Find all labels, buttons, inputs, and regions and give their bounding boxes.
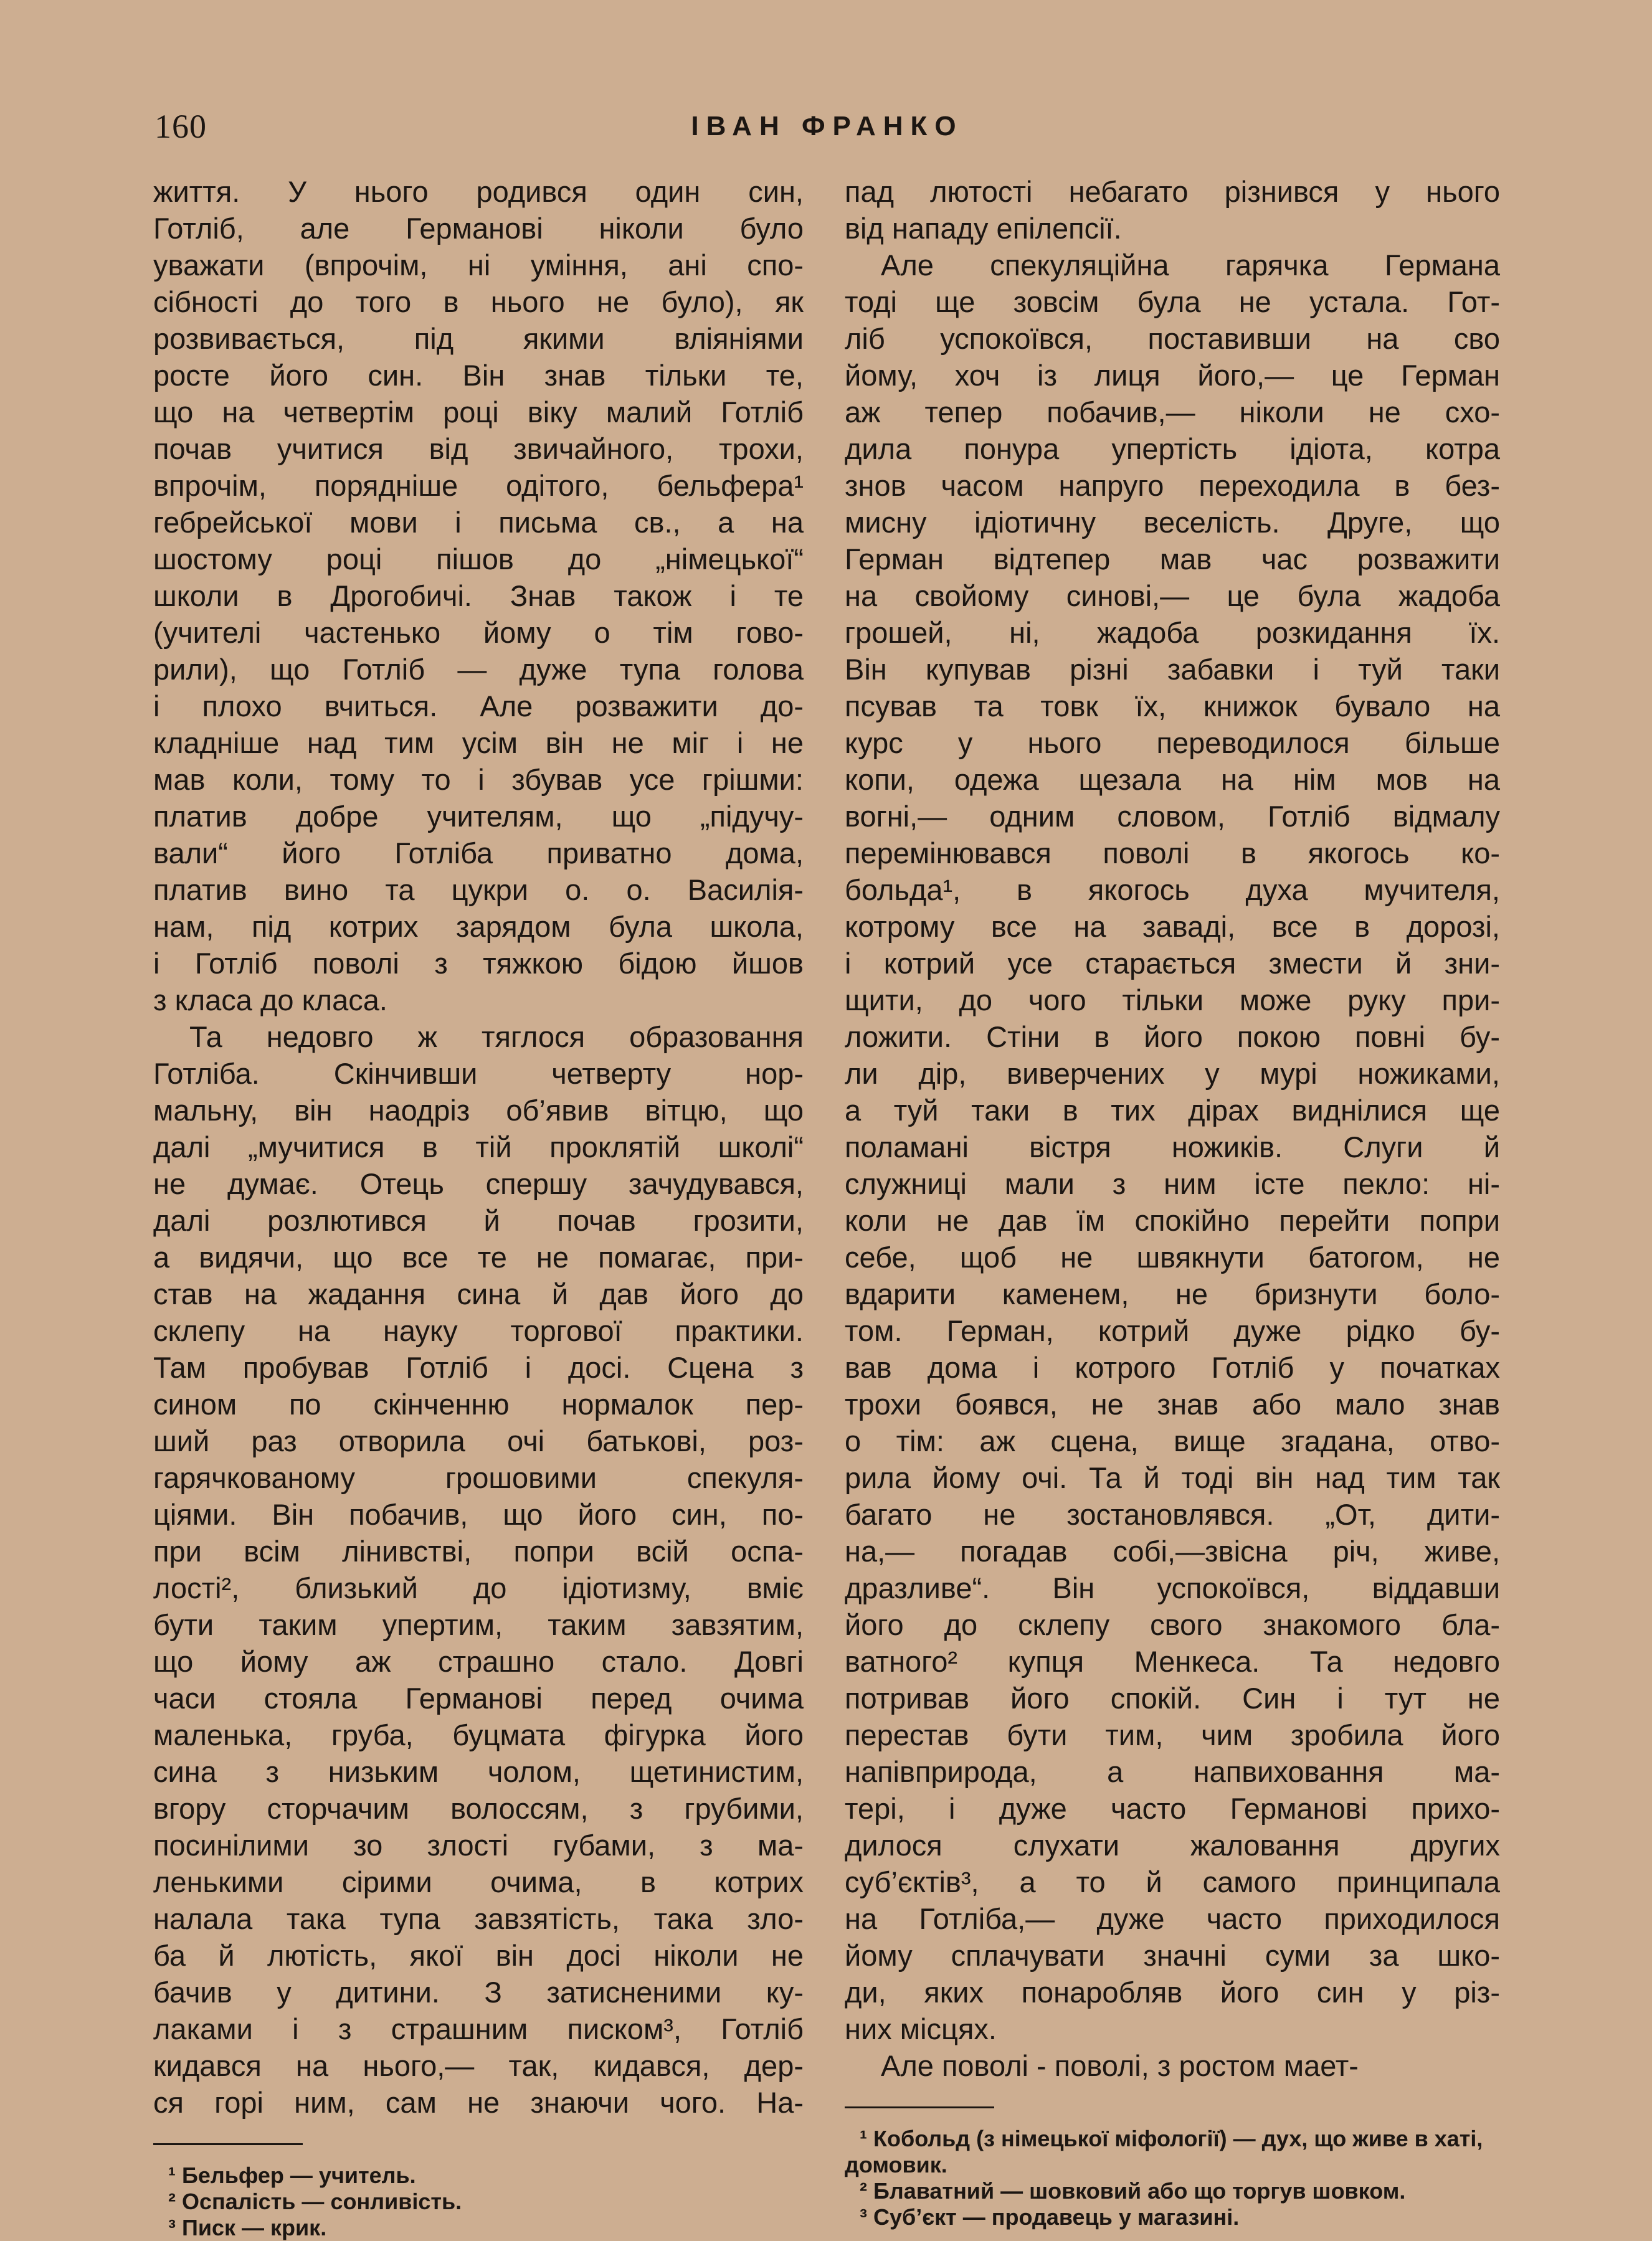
footnote-rule [153, 2143, 303, 2145]
text-line: склепу на науку торгової практики. [153, 1314, 804, 1347]
text-line: том. Герман, котрий дуже рідко бу- [845, 1314, 1500, 1347]
text-line: дразливе“. Він успокоївся, віддавши [845, 1571, 1500, 1604]
text-line: з класа до класа. [153, 983, 387, 1016]
text-line: Але спекуляційна гарячка Германа [881, 249, 1500, 282]
text-line: себе, щоб не швякнути батогом, не [845, 1241, 1500, 1274]
text-line: вгору сторчачим волоссям, з грубими, [153, 1792, 804, 1825]
left-column [153, 173, 804, 2241]
text-line: ленькими сірими очима, в котрих [153, 1865, 804, 1898]
text-line: а видячи, що все те не помагає, при- [153, 1241, 804, 1274]
text-line: (учителі частенько йому о тім гово- [153, 616, 804, 649]
text-line: його до склепу свого знакомого бла- [845, 1608, 1500, 1641]
text-line: шостому році пішов до „німецької“ [153, 542, 804, 576]
paragraph [845, 2047, 1500, 2084]
text-line: платив вино та цукри о. о. Василія- [153, 873, 804, 906]
text-line: коли не дав їм спокійно перейти попри [845, 1204, 1500, 1237]
text-line: вогні,— одним словом, Готліб відмалу [845, 800, 1500, 833]
paragraph [845, 247, 1500, 2047]
text-line: рили), що Готліб — дуже тупа голова [153, 653, 804, 686]
footnote: ¹ Кобольд (з німецької міфології) — дух, що живе в хаті, домовик. [845, 2126, 1483, 2177]
text-line: впрочім, порядніше одітого, бельфера¹ [153, 469, 804, 502]
text-line: вав дома і котрого Готліб у початках [845, 1351, 1500, 1384]
text-line: копи, одежа щезала на нім мов на [845, 763, 1500, 796]
text-line: від нападу епілепсії. [845, 212, 1122, 245]
running-title: ІВАН ФРАНКО [691, 111, 964, 141]
text-line: став на жадання сина й дав його до [153, 1277, 804, 1310]
text-line: платив добре учителям, що „підучу- [153, 800, 804, 833]
text-line: потривав його спокій. Син і тут не [845, 1682, 1500, 1715]
footnote: ³ Писк — крик. [168, 2215, 327, 2240]
text-line: часи стояла Германові перед очима [153, 1682, 804, 1715]
text-line: курс у нього переводилося більше [845, 726, 1500, 759]
text-line: йому сплачувати значні суми за шко- [845, 1939, 1500, 1972]
footnote: ³ Суб’єкт — продавець у магазині. [860, 2204, 1240, 2230]
text-line: вдарити каменем, не бризнути боло- [845, 1277, 1500, 1310]
text-line: щити, до чого тільки може руку при- [845, 983, 1500, 1016]
text-line: і Готліб поволі з тяжкою бідою йшов [153, 947, 804, 980]
page-number: 160 [154, 108, 207, 145]
text-line: Герман відтепер мав час розважити [845, 542, 1500, 576]
text-line: вали“ його Готліба приватно дома, [153, 836, 804, 869]
text-line: гебрейської мови і письма св., а на [153, 506, 804, 539]
text-line: них місцях. [845, 2012, 997, 2045]
text-line: Він купував різні забавки і туй таки [845, 653, 1500, 686]
text-line: ложити. Стіни в його покою повні бу- [845, 1020, 1500, 1053]
text-line: йому, хоч із лиця його,— це Герман [845, 359, 1500, 392]
text-line: що йому аж страшно стало. Довгі [153, 1645, 804, 1678]
text-line: рила йому очі. Та й тоді він над тим так [845, 1461, 1500, 1494]
text-line: ліб успокоївся, поставивши на сво [845, 322, 1500, 355]
right-column [845, 173, 1500, 2230]
text-line: ба й лютість, якої він досі ніколи не [153, 1939, 804, 1972]
text-line: бути таким упертим, таким завзятим, [153, 1608, 804, 1641]
text-line: на свойому синові,— це була жадоба [845, 579, 1500, 612]
text-line: трохи боявся, не знав або мало знав [845, 1388, 1500, 1421]
text-line: що на четвертім році віку малий Готліб [153, 396, 804, 429]
text-line: нам, під котрих зарядом була школа, [153, 910, 804, 943]
text-line: лаками і з страшним писком³, Готліб [153, 2012, 804, 2045]
text-line: Готліб, але Германові ніколи було [153, 212, 804, 245]
text-line: тоді ще зовсім була не устала. Гот- [845, 285, 1500, 318]
text-line: налала така тупа завзятість, така зло- [153, 1902, 804, 1935]
page-header [154, 105, 1500, 148]
text-line: ся горі ним, сам не знаючи чого. На- [153, 2086, 804, 2119]
text-line: Там пробував Готліб і досі. Сцена з [153, 1351, 804, 1384]
footnote-rule [845, 2106, 994, 2108]
text-line: ший раз отворила очі батькові, роз- [153, 1424, 804, 1457]
text-line: на,— погадав собі,—звісна річ, живе, [845, 1535, 1500, 1568]
text-line: почав учитися від звичайного, трохи, [153, 432, 804, 465]
text-line: а туй таки в тих дірах виднілися ще [845, 1094, 1500, 1127]
paragraph [153, 173, 804, 1018]
paragraph [153, 1018, 804, 2121]
text-line: посинілими зо злості губами, з ма- [153, 1829, 804, 1862]
text-line: багато не зостановлявся. „От, дити- [845, 1498, 1500, 1531]
right-column-text [845, 173, 1500, 2084]
text-line: мав коли, тому то і збував усе грішми: [153, 763, 804, 796]
text-line: Та недовго ж тяглося образовання [189, 1020, 804, 1053]
text-line: дила понура упертість ідіота, котра [845, 432, 1500, 465]
text-line: суб’єктів³, а то й самого принципала [845, 1865, 1500, 1898]
text-line: і плохо вчиться. Але розважити до- [153, 689, 804, 723]
text-line: лості², близький до ідіотизму, вміє [153, 1571, 804, 1604]
text-line: не думає. Отець спершу зачудувався, [153, 1167, 804, 1200]
left-footnotes [153, 2163, 804, 2241]
text-line: сина з низьким чолом, щетинистим, [153, 1755, 804, 1788]
text-line: напівприрода, а напвиховання ма- [845, 1755, 1500, 1788]
paragraph [845, 173, 1500, 247]
text-line: гарячкованому грошовими спекуля- [153, 1461, 804, 1494]
text-line: поламані вістря ножиків. Слуги й [845, 1130, 1500, 1163]
text-line: Готліба. Скінчивши четверту нор- [153, 1057, 804, 1090]
text-line: больда¹, в якогось духа мучителя, [845, 873, 1500, 906]
text-line: кидався на нього,— так, кидався, дер- [153, 2049, 804, 2082]
text-line: маленька, груба, буцмата фігурка його [153, 1718, 804, 1751]
left-column-text [153, 173, 804, 2121]
text-line: далі розлютився й почав грозити, [153, 1204, 804, 1237]
text-line: ціями. Він побачив, що його син, по- [153, 1498, 804, 1531]
text-line: Але поволі - поволі, з ростом мает- [881, 2049, 1359, 2082]
text-line: при всім лінивстві, попри всій оспа- [153, 1535, 804, 1568]
footnote: ¹ Бельфер — учитель. [168, 2163, 416, 2188]
text-line: псував та товк їх, книжок бувало на [845, 689, 1500, 723]
footnote: ² Блаватний — шовковий або що торгув шовком. [860, 2178, 1406, 2204]
text-line: перемінювався поволі в якогось ко- [845, 836, 1500, 869]
text-line: на Готліба,— дуже часто приходилося [845, 1902, 1500, 1935]
text-line: сібності до того в нього не було), як [153, 285, 804, 318]
text-line: о тім: аж сцена, вище згадана, отво- [845, 1424, 1500, 1457]
text-line: ли дір, виверчених у мурі ножиками, [845, 1057, 1500, 1090]
text-line: школи в Дрогобичі. Знав також і те [153, 579, 804, 612]
text-line: аж тепер побачив,— ніколи не схо- [845, 396, 1500, 429]
text-line: служниці мали з ним істе пекло: ні- [845, 1167, 1500, 1200]
text-line: ди, яких понаробляв його син у різ- [845, 1976, 1500, 2009]
text-line: перестав бути тим, чим зробила його [845, 1718, 1500, 1751]
text-line: росте його син. Він знав тільки те, [153, 359, 804, 392]
text-line: мальну, він наодріз об’явив вітцю, що [153, 1094, 804, 1127]
text-line: котрому все на заваді, все в дорозі, [845, 910, 1500, 943]
text-line: пад лютості небагато різнився у нього [845, 175, 1500, 208]
text-line: сином по скінченню нормалок пер- [153, 1388, 804, 1421]
text-line: дилося слухати жаловання других [845, 1829, 1500, 1862]
text-line: і котрий усе старається змести й зни- [845, 947, 1500, 980]
text-line: уважати (впрочім, ні уміння, ані спо- [153, 249, 804, 282]
text-line: далі „мучитися в тій проклятій школі“ [153, 1130, 804, 1163]
footnote: ² Оспалість — сонливість. [168, 2189, 462, 2214]
right-footnotes [845, 2126, 1500, 2230]
text-line: життя. У нього родився один син, [153, 175, 804, 208]
text-line: ватного² купця Менкеса. Та недовго [845, 1645, 1500, 1678]
text-line: знов часом напруго переходила в без- [845, 469, 1500, 502]
text-line: мисну ідіотичну веселість. Друге, що [845, 506, 1500, 539]
text-line: грошей, ні, жадоба розкидання їх. [845, 616, 1500, 649]
text-line: розвивається, під якими вліяніями [153, 322, 804, 355]
text-line: кладніше над тим усім він не міг і не [153, 726, 804, 759]
text-line: бачив у дитини. З затисненими ку- [153, 1976, 804, 2009]
text-line: тері, і дуже часто Германові прихо- [845, 1792, 1500, 1825]
